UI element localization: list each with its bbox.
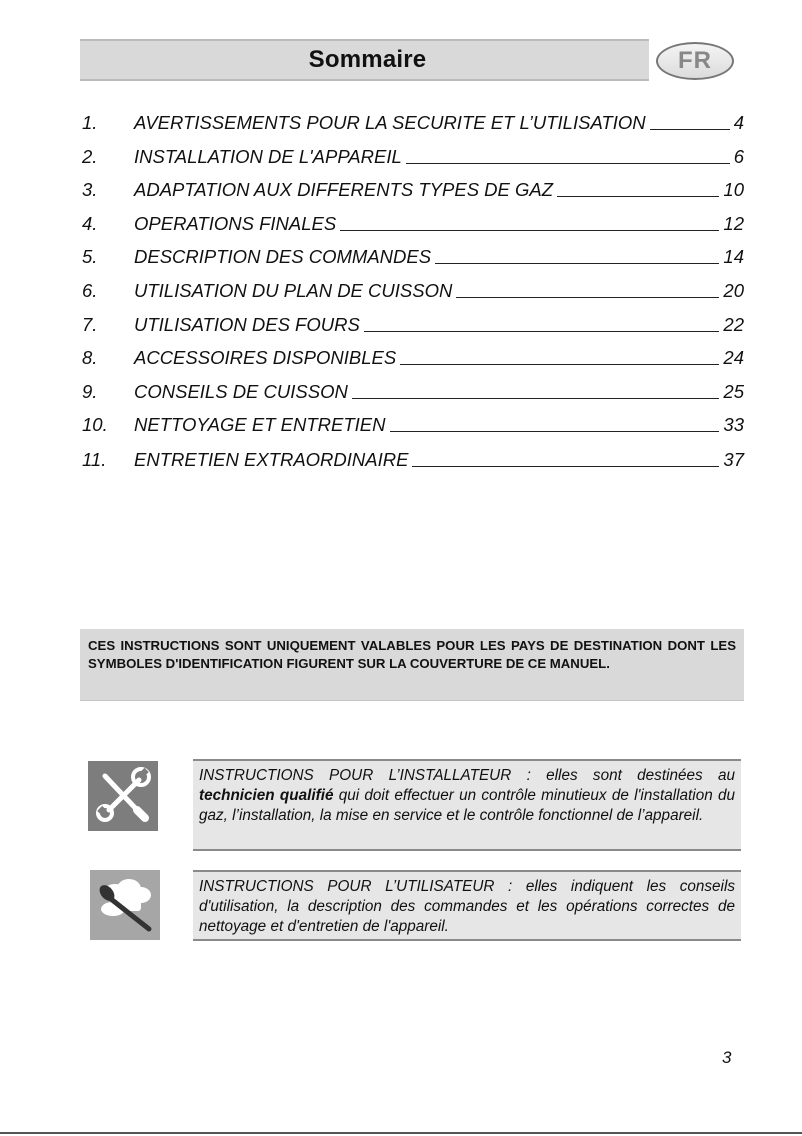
toc-entry-title: INSTALLATION DE L'APPAREIL (134, 146, 402, 167)
chef-hat-spoon-icon (90, 870, 160, 940)
language-badge (656, 42, 734, 80)
toc-leader-line (364, 317, 720, 332)
toc-entry-number: 9. (82, 381, 98, 402)
toc-entry-page: 20 (723, 280, 744, 301)
language-badge-label: FR (678, 47, 712, 74)
toc-entry-page: 37 (723, 449, 744, 470)
toc-leader-line (390, 417, 720, 432)
toc-entry[interactable] (82, 112, 744, 136)
toc-leader-line (456, 283, 719, 298)
toc-entry-page: 24 (723, 347, 744, 368)
header-bar (80, 39, 649, 81)
toc-entry-number: 8. (82, 347, 98, 368)
toc-entry-number: 4. (82, 213, 98, 234)
toc-entry[interactable] (82, 381, 744, 405)
toc-entry-page: 14 (723, 246, 744, 267)
toc-entry-page: 12 (723, 213, 744, 234)
bottom-divider (0, 1132, 802, 1134)
toc-entry[interactable] (82, 280, 744, 304)
page-title: Sommaire (308, 46, 427, 73)
toc-entry[interactable] (82, 246, 744, 270)
installer-instructions-rest: qui doit effectuer un contrôle minutieux de l'installation du gaz, l’installation, la mise en service et le contrôle fonctionnel de l’appareil. (199, 787, 735, 824)
toc-entry-title: NETTOYAGE ET ENTRETIEN (134, 414, 386, 435)
toc-entry-page: 25 (723, 381, 744, 402)
page-number: 3 (722, 1048, 732, 1067)
installer-instructions (193, 759, 741, 851)
toc-entry-number: 7. (82, 314, 98, 335)
country-validity-notice: CES INSTRUCTIONS SONT UNIQUEMENT VALABLES POUR LES PAYS DE DESTINATION DONT LES SYMBOLES D'IDENTIFICATION FIGURENT SUR LA COUVERTURE DE CE MANUEL. (80, 629, 744, 701)
toc-entry-title: ENTRETIEN EXTRAORDINAIRE (134, 449, 409, 470)
toc-entry-page: 10 (723, 179, 744, 200)
toc-entry[interactable] (82, 414, 744, 438)
toc-entry-page: 33 (723, 414, 744, 435)
toc-entry-title: DESCRIPTION DES COMMANDES (134, 246, 432, 267)
toc-entry-number: 11. (82, 449, 107, 470)
toc-leader-line (650, 115, 730, 130)
wrench-screwdriver-icon (88, 761, 158, 831)
toc-entry-title: CONSEILS DE CUISSON (134, 381, 348, 402)
toc-entry-number: 2. (82, 146, 98, 167)
installer-instructions-emphasis: technicien qualifié (199, 787, 334, 804)
user-instructions (193, 870, 741, 941)
toc-leader-line (400, 350, 719, 365)
toc-entry-title: UTILISATION DU PLAN DE CUISSON (134, 280, 453, 301)
toc-entry[interactable] (82, 449, 744, 473)
toc-leader-line (412, 452, 719, 467)
toc-leader-line (435, 249, 719, 264)
toc-entry-title: UTILISATION DES FOURS (134, 314, 360, 335)
toc-entry-title: ACCESSOIRES DISPONIBLES (134, 347, 397, 368)
user-instructions-text: INSTRUCTIONS POUR L’UTILISATEUR : elles indiquent les conseils d'utilisation, la description des commandes et les opérations correctes de nettoyage et d'entretien de l'appareil. (199, 878, 735, 935)
toc-leader-line (352, 384, 720, 399)
toc-entry-number: 6. (82, 280, 98, 301)
toc-entry[interactable] (82, 146, 744, 170)
toc-entry-number: 1. (82, 112, 98, 133)
toc-entry-title: OPERATIONS FINALES (134, 213, 337, 234)
toc-entry-page: 6 (733, 146, 744, 167)
toc-leader-line (340, 216, 719, 231)
toc-entry[interactable] (82, 213, 744, 237)
toc-entry-number: 5. (82, 246, 98, 267)
toc-entry-page: 22 (723, 314, 744, 335)
toc-entry-title: ADAPTATION AUX DIFFERENTS TYPES DE GAZ (134, 179, 554, 200)
toc-leader-line (406, 149, 730, 164)
toc-entry[interactable] (82, 314, 744, 338)
toc-entry[interactable] (82, 347, 744, 371)
toc-entry-page: 4 (733, 112, 744, 133)
toc-leader-line (557, 182, 719, 197)
installer-instructions-lead: INSTRUCTIONS POUR L’INSTALLATEUR : elles sont destinées au (199, 767, 735, 784)
toc-entry-number: 3. (82, 179, 98, 200)
toc-entry-number: 10. (82, 414, 108, 435)
toc-entry-title: AVERTISSEMENTS POUR LA SECURITE ET L’UTILISATION (134, 112, 646, 133)
toc-entry[interactable] (82, 179, 744, 203)
